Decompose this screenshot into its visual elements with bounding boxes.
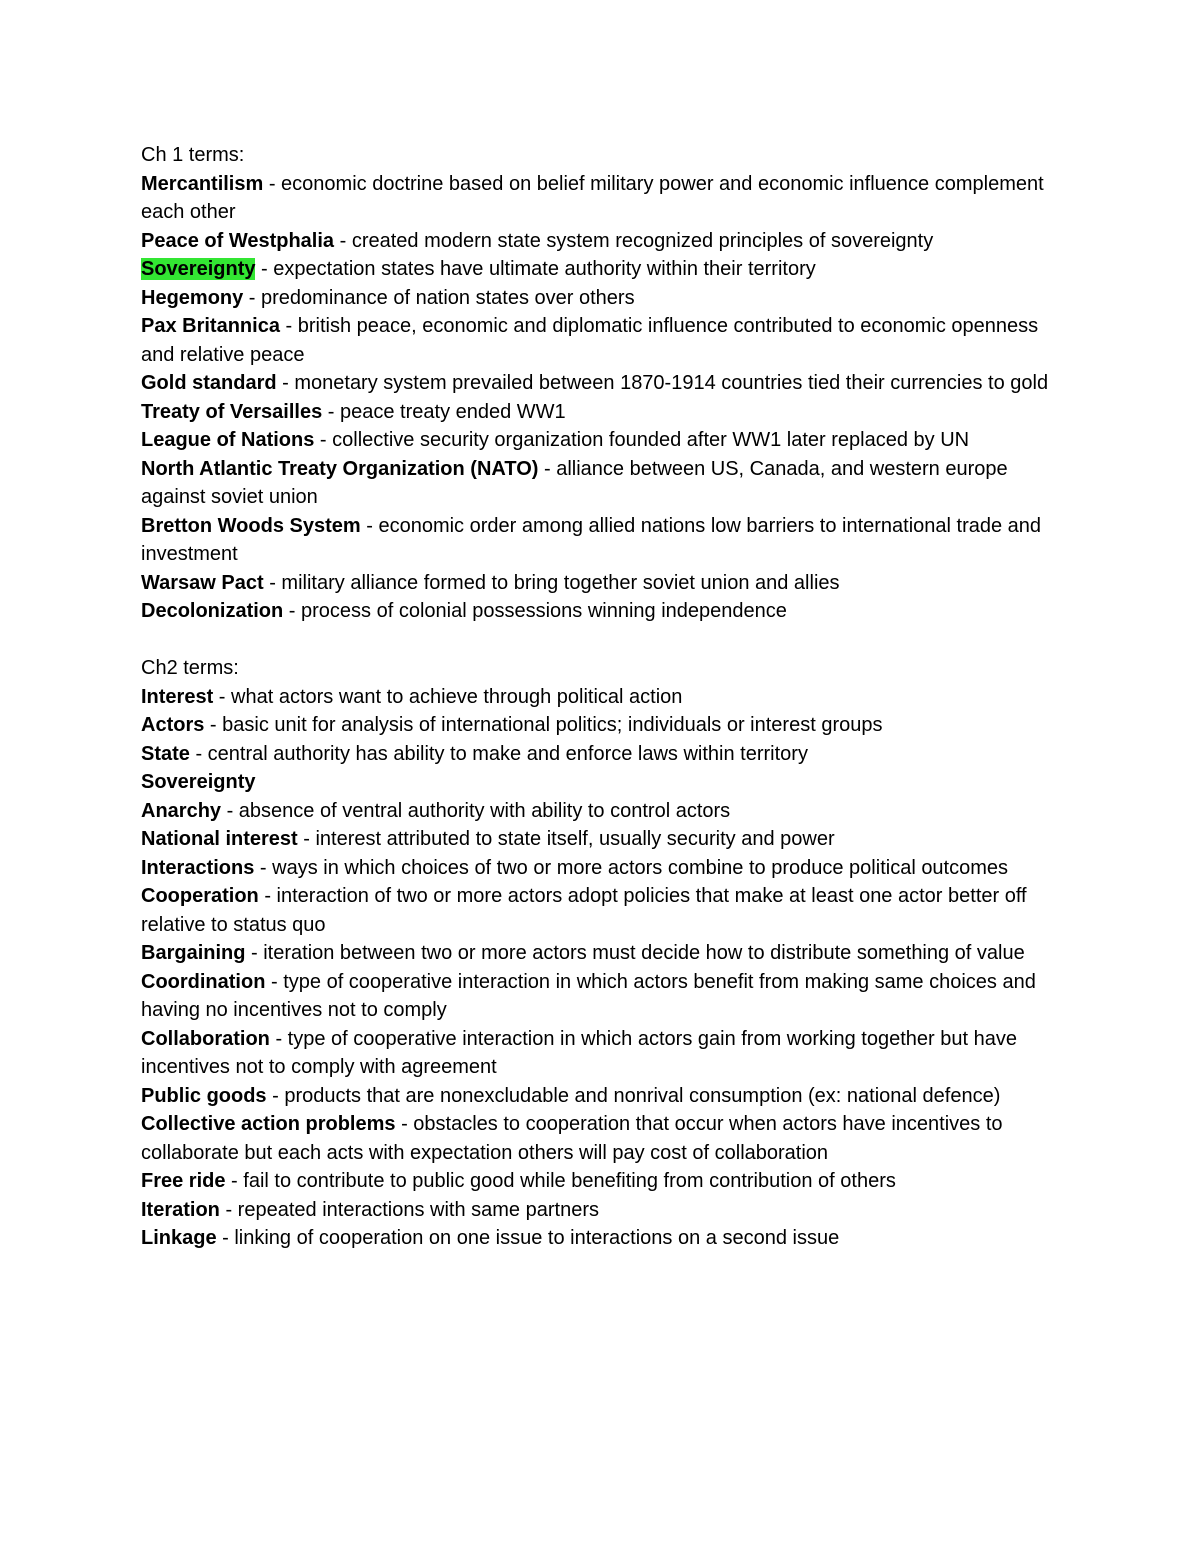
term-entry (141, 768, 1061, 797)
term-entry (141, 1025, 1061, 1082)
term-definition: - fail to contribute to public good while benefiting from contribution of others (225, 1170, 896, 1192)
term-definition: - iteration between two or more actors must decide how to distribute something of value (245, 942, 1025, 964)
term-definition: - obstacles to cooperation that occur when actors have incentives to collaborate but each acts with expectation others will pay cost of collaboration (141, 1113, 1003, 1164)
term-name: Bretton Woods System (141, 514, 361, 537)
term-definition: - what actors want to achieve through political action (213, 685, 683, 708)
term-entry (141, 255, 1061, 284)
term-entry (141, 597, 1061, 626)
term-definition: - british peace, economic and diplomatic influence contributed to economic openness and relative peace (141, 315, 1039, 366)
term-name: Bargaining (141, 942, 246, 964)
term-definition: - interaction of two or more actors adopt policies that make at least one actor better off relative to status quo (141, 885, 1027, 936)
term-entry (141, 825, 1061, 854)
term-entry (141, 426, 1061, 455)
term-name: Gold standard (141, 372, 277, 394)
term-name: Sovereignty (141, 771, 256, 793)
term-entry (141, 939, 1061, 968)
term-name: Coordination (141, 970, 266, 993)
term-entry (141, 170, 1061, 227)
term-name: Peace of Westphalia (141, 229, 335, 252)
notes-body (141, 141, 1061, 1253)
term-name: Cooperation (141, 885, 259, 907)
term-entry (141, 1110, 1061, 1167)
section-heading: Ch 1 terms: (141, 144, 245, 166)
term-definition: - interest attributed to state itself, usually security and power (297, 828, 835, 850)
term-name: Anarchy (141, 799, 222, 822)
term-entry (141, 1082, 1061, 1111)
term-entry (141, 1196, 1061, 1225)
term-name: Linkage (141, 1227, 217, 1249)
term-name: Public goods (141, 1084, 267, 1107)
term-definition: - linking of cooperation on one issue to interactions on a second issue (216, 1227, 840, 1249)
term-definition: - alliance between US, Canada, and western europe against soviet union (141, 457, 1008, 508)
term-name: Mercantilism (141, 172, 264, 195)
term-definition: - monetary system prevailed between 1870-1914 countries tied their currencies to gold (276, 372, 1049, 394)
term-name: Interactions (141, 856, 255, 879)
terms-section (141, 654, 1061, 1253)
term-definition: - expectation states have ultimate authority within their territory (255, 258, 816, 280)
term-entry (141, 711, 1061, 740)
term-entry (141, 968, 1061, 1025)
term-entry (141, 854, 1061, 883)
term-entry (141, 1167, 1061, 1196)
term-entry (141, 683, 1061, 712)
term-entry (141, 569, 1061, 598)
term-name: Hegemony (141, 286, 244, 309)
section-heading: Ch2 terms: (141, 657, 239, 679)
term-definition: - predominance of nation states over others (243, 286, 635, 309)
term-name: Collaboration (141, 1027, 270, 1050)
term-entry (141, 1224, 1061, 1253)
term-definition: - repeated interactions with same partners (219, 1198, 599, 1221)
term-entry (141, 227, 1061, 256)
term-definition: - basic unit for analysis of international politics; individuals or interest groups (204, 714, 883, 736)
term-definition: - created modern state system recognized principles of sovereignty (334, 229, 934, 252)
term-definition: - type of cooperative interaction in which actors benefit from making same choices and having no incentives not to comply (141, 970, 1036, 1021)
term-definition: - economic order among allied nations low barriers to international trade and investment (141, 514, 1042, 565)
term-entry (141, 512, 1061, 569)
term-name: Treaty of Versailles (141, 400, 323, 423)
term-definition: - process of colonial possessions winning independence (283, 600, 787, 622)
term-name: National interest (141, 828, 298, 850)
term-definition: - military alliance formed to bring together soviet union and allies (263, 571, 840, 594)
term-name: North Atlantic Treaty Organization (NATO) (141, 457, 539, 480)
term-entry (141, 284, 1061, 313)
term-name: Collective action problems (141, 1113, 396, 1135)
term-definition: - type of cooperative interaction in which actors gain from working together but have incentives not to comply with agreement (141, 1027, 1017, 1078)
term-name: Actors (141, 714, 205, 736)
term-name: Free ride (141, 1170, 226, 1192)
term-name: Interest (141, 685, 214, 708)
term-name: Decolonization (141, 600, 284, 622)
term-name: League of Nations (141, 429, 315, 451)
term-entry (141, 882, 1061, 939)
term-definition: - central authority has ability to make and enforce laws within territory (189, 742, 808, 765)
term-entry (141, 797, 1061, 826)
term-name: Iteration (141, 1198, 220, 1221)
term-definition: - products that are nonexcludable and nonrival consumption (ex: national defence) (266, 1084, 1001, 1107)
term-definition: - collective security organization founded after WW1 later replaced by UN (314, 429, 970, 451)
term-name: Warsaw Pact (141, 571, 264, 594)
term-entry (141, 312, 1061, 369)
term-entry (141, 455, 1061, 512)
terms-section (141, 141, 1061, 626)
term-definition: - ways in which choices of two or more actors combine to produce political outcomes (254, 856, 1009, 879)
highlighted-term: Sovereignty (141, 258, 256, 280)
term-definition: - peace treaty ended WW1 (322, 400, 566, 423)
term-name: Pax Britannica (141, 315, 280, 337)
term-entry (141, 398, 1061, 427)
term-entry (141, 740, 1061, 769)
term-entry (141, 369, 1061, 398)
term-definition: - absence of ventral authority with ability to control actors (221, 799, 731, 822)
term-definition: - economic doctrine based on belief military power and economic influence complement each other (141, 172, 1044, 223)
term-name: State (141, 742, 190, 765)
